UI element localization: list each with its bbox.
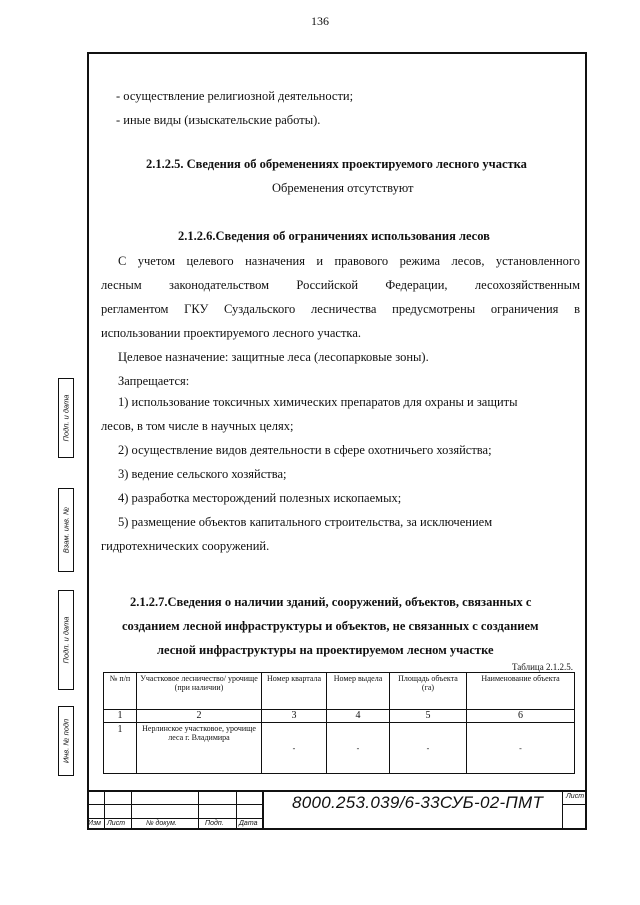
list-item: 5) размещение объектов капитального строительства, за исключением [118, 515, 493, 529]
col-signature: Подп. [205, 820, 224, 827]
number-cell: 2 [137, 710, 262, 723]
list-item: 3) ведение сельского хозяйства; [118, 467, 287, 481]
col-doc-number: № докум. [146, 820, 177, 827]
bullet-item: - иные виды (изыскательские работы). [116, 113, 321, 127]
stamp-sign-date-mid: Подп. и дата [58, 590, 74, 690]
paragraph-line: С учетом целевого назначения и правового режима лесов, установленного [118, 254, 580, 268]
header-cell: Номер выдела [327, 673, 390, 710]
col-date: Дата [239, 820, 258, 827]
number-cell: 5 [390, 710, 467, 723]
data-cell: - [262, 723, 327, 774]
data-cell: - [327, 723, 390, 774]
number-cell: 4 [327, 710, 390, 723]
data-cell: Нерлинское участковое, урочище леса г. Владимира [137, 723, 262, 774]
table-number-row [104, 710, 575, 723]
bullet-item: - осуществление религиозной деятельности; [116, 89, 354, 103]
list-item: 1) использование токсичных химических препаратов для охраны и защиты [118, 395, 518, 409]
col-change: Изм [88, 820, 101, 827]
number-cell: 6 [467, 710, 575, 723]
number-cell: 3 [262, 710, 327, 723]
table-row [104, 723, 575, 774]
header-cell: Номер квартала [262, 673, 327, 710]
list-item: 2) осуществление видов деятельности в сфере охотничьего хозяйства; [118, 443, 492, 457]
paragraph-line: использовании проектируемого лесного участка. [101, 326, 361, 340]
data-cell: - [467, 723, 575, 774]
page-number: 136 [311, 14, 329, 28]
sheet-label: Лист [566, 793, 585, 800]
data-cell: - [390, 723, 467, 774]
stamp-inv-subscript: Инв. № подп [58, 706, 74, 776]
prohibited-label: Запрещается: [118, 374, 190, 388]
header-cell: Наименование объекта [467, 673, 575, 710]
data-cell: 1 [104, 723, 137, 774]
paragraph-line: регламентом ГКУ Суздальского лесничества предусмотрены ограничения в [101, 302, 580, 316]
section-heading: созданием лесной инфраструктуры и объектов, не связанных с созданием [122, 619, 539, 633]
section-heading: 2.1.2.5. Сведения об обременениях проектируемого лесного участка [146, 157, 527, 171]
section-heading: лесной инфраструктуры на проектируемом лесном участке [157, 643, 494, 657]
header-cell: Участковое лесничество/ урочище (при наличии) [137, 673, 262, 710]
list-item: 4) разработка месторождений полезных ископаемых; [118, 491, 402, 505]
stamp-sign-date-top: Подп. и дата [58, 378, 74, 458]
table-caption: Таблица 2.1.2.5. [512, 662, 573, 672]
col-sheet: Лист [107, 820, 126, 827]
stamp-replace-inv: Взам. инв. № [58, 488, 74, 572]
header-cell: № п/п [104, 673, 137, 710]
section-heading: 2.1.2.6.Сведения об ограничениях использования лесов [178, 229, 490, 243]
section-text: Обременения отсутствуют [272, 181, 414, 195]
list-item: гидротехнических сооружений. [101, 539, 270, 553]
header-cell: Площадь объекта (га) [390, 673, 467, 710]
table-header-row [104, 673, 575, 710]
purpose-line: Целевое назначение: защитные леса (лесопарковые зоны). [118, 350, 429, 364]
document-code: 8000.253.039/6-33СУБ-02-ПМТ [292, 793, 544, 812]
section-heading: 2.1.2.7.Сведения о наличии зданий, сооружений, объектов, связанных с [130, 595, 532, 609]
number-cell: 1 [104, 710, 137, 723]
list-item: лесов, в том числе в научных целях; [101, 419, 294, 433]
paragraph-line: лесным законодательством Российской Федерации, лесохозяйственным [101, 278, 580, 292]
infrastructure-table [103, 672, 575, 774]
